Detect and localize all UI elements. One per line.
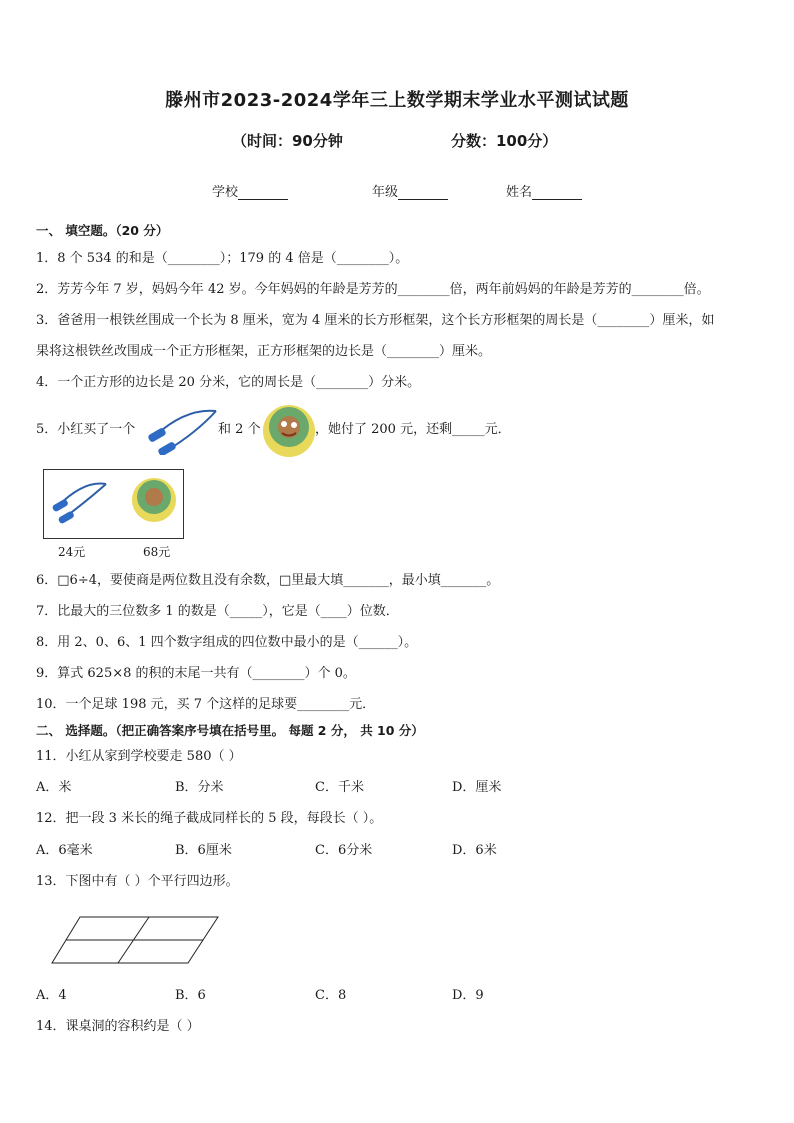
school-blank[interactable]	[238, 185, 288, 200]
q12-option-d[interactable]: D．6米	[452, 843, 497, 858]
school-label: 学校	[212, 185, 239, 200]
exam-score: 分数：100分）	[451, 132, 558, 150]
ball-price: 68元	[143, 545, 171, 559]
parallelogram-figure	[50, 915, 220, 965]
school-field	[212, 181, 288, 200]
q11-option-d[interactable]: D．厘米	[452, 780, 502, 795]
question-5-prefix: 5．小红买了一个	[36, 422, 136, 437]
q13-option-b[interactable]: B．6	[175, 988, 206, 1003]
grade-field	[372, 181, 448, 200]
question-6: 6．□6÷4，要使商是两位数且没有余数，□里最大填_______，最小填_______。	[36, 573, 500, 588]
name-field	[506, 181, 582, 200]
question-12: 12．把一段 3 米长的绳子截成同样长的 5 段，每段长（ ）。	[36, 811, 383, 826]
exam-time: （时间：90分钟	[232, 132, 343, 150]
exam-title: 滕州市2023-2024学年三上数学期末学业水平测试试题	[165, 90, 629, 111]
grade-label: 年级	[372, 185, 399, 200]
question-14: 14．课桌洞的容积约是（ ）	[36, 1019, 200, 1034]
q12-option-a[interactable]: A．6毫米	[36, 843, 93, 858]
q11-option-c[interactable]: C．千米	[315, 780, 364, 795]
question-9: 9．算式 625×8 的积的末尾一共有（________）个 0。	[36, 666, 356, 681]
question-4: 4．一个正方形的边长是 20 分米，它的周长是（________）分米。	[36, 375, 421, 390]
question-8: 8．用 2、0、6、1 四个数字组成的四位数中最小的是（______）。	[36, 635, 418, 650]
toy-ball-icon	[262, 404, 316, 458]
section-fill-heading: 一、 填空题。（20 分）	[36, 223, 169, 238]
section-choice-heading: 二、 选择题。（把正确答案序号填在括号里。 每题 2 分， 共 10 分）	[36, 723, 424, 738]
name-blank[interactable]	[532, 185, 582, 200]
question-5-middle: 和 2 个	[218, 422, 261, 437]
q13-option-a[interactable]: A．4	[36, 988, 67, 1003]
question-3-line-2: 果将这根铁丝改围成一个正方形框架，正方形框架的边长是（________）厘米。	[36, 344, 492, 359]
q11-option-a[interactable]: A．米	[36, 780, 72, 795]
question-5-suffix: ，她付了 200 元，还剩_____元．	[315, 422, 511, 437]
question-7: 7．比最大的三位数多 1 的数是（_____），它是（____）位数．	[36, 604, 399, 619]
question-3-line-1: 3．爸爸用一根铁丝围成一个长为 8 厘米，宽为 4 厘米的长方形框架，这个长方形框架的周长是（________）厘米，如	[36, 313, 715, 328]
q12-option-b[interactable]: B．6厘米	[175, 843, 232, 858]
question-13: 13．下图中有（ ）个平行四边形。	[36, 874, 239, 889]
jump-rope-icon	[146, 403, 220, 455]
q13-option-d[interactable]: D．9	[452, 988, 484, 1003]
question-2: 2．芳芳今年 7 岁，妈妈今年 42 岁。今年妈妈的年龄是芳芳的________倍，两年前妈妈的年龄是芳芳的________倍。	[36, 282, 710, 297]
grade-blank[interactable]	[398, 185, 448, 200]
q13-option-c[interactable]: C．8	[315, 988, 347, 1003]
jump-rope-price: 24元	[58, 545, 86, 559]
price-figure-box	[43, 469, 184, 539]
q12-option-c[interactable]: C．6分米	[315, 843, 373, 858]
question-11: 11．小红从家到学校要走 580（ ）	[36, 749, 242, 764]
q11-option-b[interactable]: B．分米	[175, 780, 224, 795]
name-label: 姓名	[506, 185, 533, 200]
question-10: 10．一个足球 198 元，买 7 个这样的足球要________元．	[36, 697, 376, 712]
question-1: 1．8 个 534 的和是（________）；179 的 4 倍是（________）。	[36, 251, 409, 266]
